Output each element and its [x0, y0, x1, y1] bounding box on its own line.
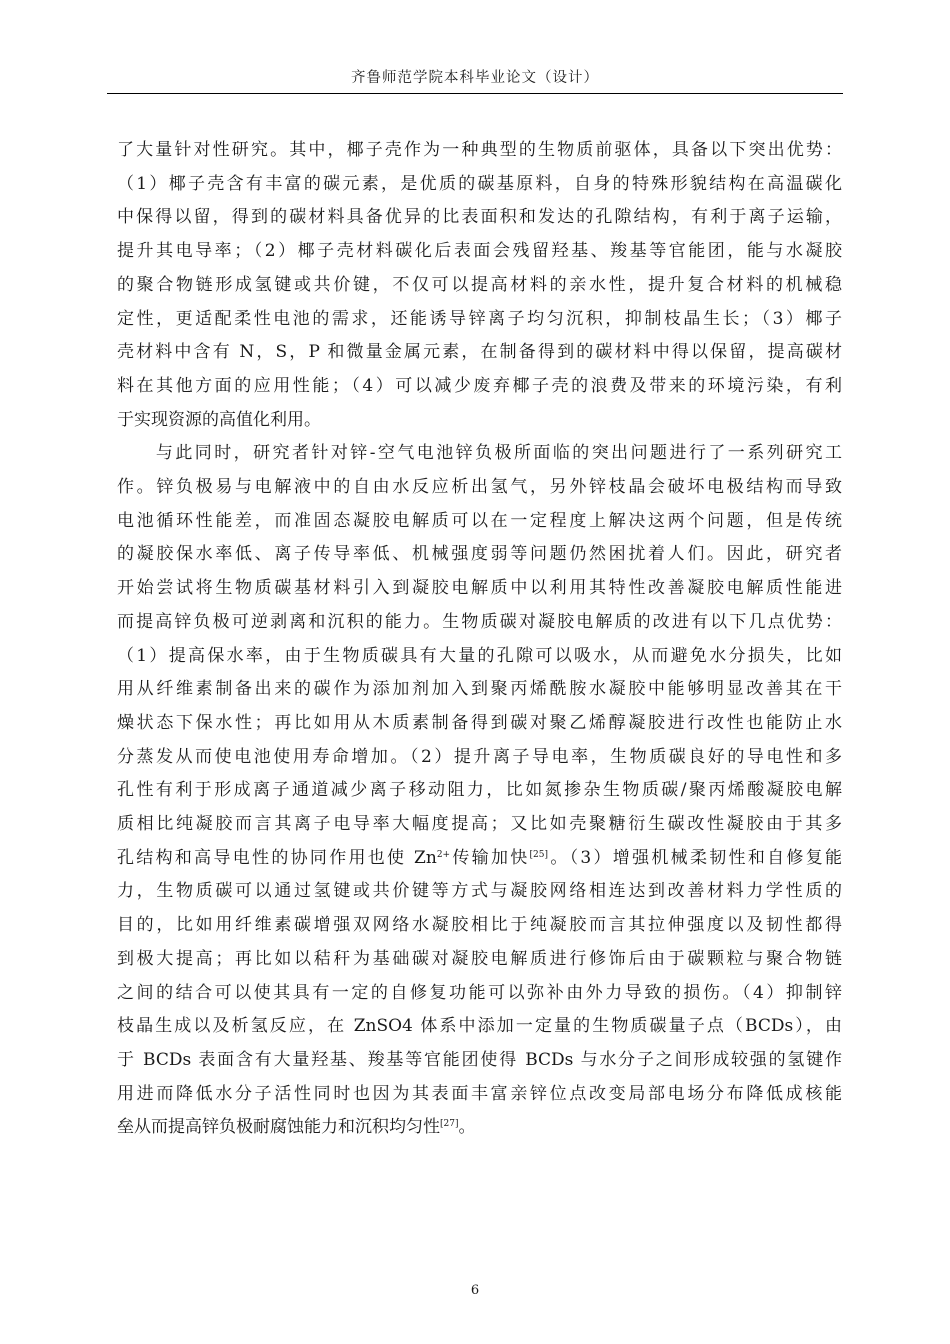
text-line: 开始尝试将生物质碳基材料引入到凝胶电解质中以利用其特性改善凝胶电解质性能进: [117, 578, 842, 599]
text-line: 而提高锌负极可逆剥离和沉积的能力。生物质碳对凝胶电解质的改进有以下几点优势：: [117, 611, 842, 632]
header-title: 齐鲁师范学院本科毕业论文（设计）: [351, 70, 599, 86]
text-fragment: 。（3）增强机械柔韧性和自修复能: [548, 847, 842, 868]
text-line: 料在其他方面的应用性能；（4）可以减少废弃椰子壳的浪费及带来的环境污染，有利: [117, 375, 842, 396]
text-line: 质相比纯凝胶而言其离子电导率大幅度提高；又比如壳聚糖衍生碳改性凝胶由于其多: [117, 814, 842, 835]
text-line: 孔性有利于形成离子通道减少离子移动阻力，比如氮掺杂生物质碳/聚丙烯酸凝胶电解: [117, 780, 842, 801]
text-line: 分蒸发从而使电池使用寿命增加。（2）提升离子导电率，生物质碳良好的导电性和多: [117, 746, 842, 767]
text-fragment: 。: [458, 1117, 476, 1138]
text-line: 壳材料中含有 N，S，P 和微量金属元素，在制备得到的碳材料中得以保留，提高碳材: [117, 342, 842, 363]
text-line: 之间的结合可以使其具有一定的自修复功能可以弥补由外力导致的损伤。（4）抑制锌: [117, 982, 842, 1003]
text-line: 电池循环性能差，而准固态凝胶电解质可以在一定程度上解决这两个问题，但是传统: [117, 510, 842, 531]
text-line: 提升其电导率；（2）椰子壳材料碳化后表面会残留羟基、羧基等官能团，能与水凝胶: [117, 241, 842, 262]
ion-charge-superscript: 2+: [436, 849, 451, 860]
citation-superscript: [25]: [529, 849, 549, 860]
text-line: 与此同时，研究者针对锌-空气电池锌负极所面临的突出问题进行了一系列研究工: [117, 443, 842, 464]
text-fragment: 孔结构和高导电性的协同作用也使 Zn: [117, 847, 437, 868]
text-line: 燥状态下保水性；再比如用从木质素制备得到碳对聚乙烯醇凝胶进行改性也能防止水: [117, 712, 842, 733]
body-text: [117, 134, 842, 1145]
text-line: 用从纤维素制备出来的碳作为添加剂加入到聚丙烯酰胺水凝胶中能够明显改善其在干: [117, 679, 842, 700]
text-line: 的聚合物链形成氢键或共价键，不仅可以提高材料的亲水性，提升复合材料的机械稳: [117, 274, 842, 295]
text-line-with-superscripts: [117, 842, 842, 876]
text-line: 了大量针对性研究。其中，椰子壳作为一种典型的生物质前驱体，具备以下突出优势：: [117, 140, 842, 160]
text-line: 作。锌负极易与电解液中的自由水反应析出氢气，另外锌枝晶会破坏电极结构而导致: [117, 477, 842, 498]
text-line: （1）提高保水率，由于生物质碳具有大量的孔隙可以吸水，从而避免水分损失，比如: [117, 645, 842, 666]
text-line: 目的，比如用纤维素碳增强双网络水凝胶相比于纯凝胶而言其拉伸强度以及韧性都得: [117, 915, 842, 936]
text-line: 的凝胶保水率低、离子传导率低、机械强度弱等问题仍然困扰着人们。因此，研究者: [117, 544, 842, 565]
text-line: 定性，更适配柔性电池的需求，还能诱导锌离子均匀沉积，抑制枝晶生长；（3）椰子: [117, 308, 842, 329]
text-fragment: 垒从而提高锌负极耐腐蚀能力和沉积均匀性: [117, 1117, 440, 1138]
text-line: 于实现资源的高值化利用。: [117, 409, 321, 430]
text-line: （1）椰子壳含有丰富的碳元素，是优质的碳基原料，自身的特殊形貌结构在高温碳化: [117, 173, 842, 194]
text-line: 中保得以留，得到的碳材料具备优异的比表面积和发达的孔隙结构，有利于离子运输，: [117, 207, 842, 228]
text-line: 枝晶生成以及析氢反应，在 ZnSO4 体系中添加一定量的生物质碳量子点（BCDs），由: [117, 1016, 842, 1037]
text-line: 用进而降低水分子活性同时也因为其表面丰富亲锌位点改变局部电场分布降低成核能: [117, 1083, 842, 1104]
text-line-with-citation: [117, 1111, 842, 1145]
page-number: 6: [470, 1283, 480, 1298]
text-line: 到极大提高；再比如以秸秆为基础碳对凝胶电解质进行修饰后由于碳颗粒与聚合物链: [117, 948, 842, 969]
text-fragment: 传输加快: [450, 847, 530, 868]
citation-superscript: [27]: [440, 1119, 459, 1130]
text-line: 于 BCDs 表面含有大量羟基、羧基等官能团使得 BCDs 与水分子之间形成较强的氢键作: [117, 1049, 842, 1070]
page-header: [107, 66, 843, 94]
text-line: 力，生物质碳可以通过氢键或共价键等方式与凝胶网络相连达到改善材料力学性质的: [117, 881, 842, 902]
